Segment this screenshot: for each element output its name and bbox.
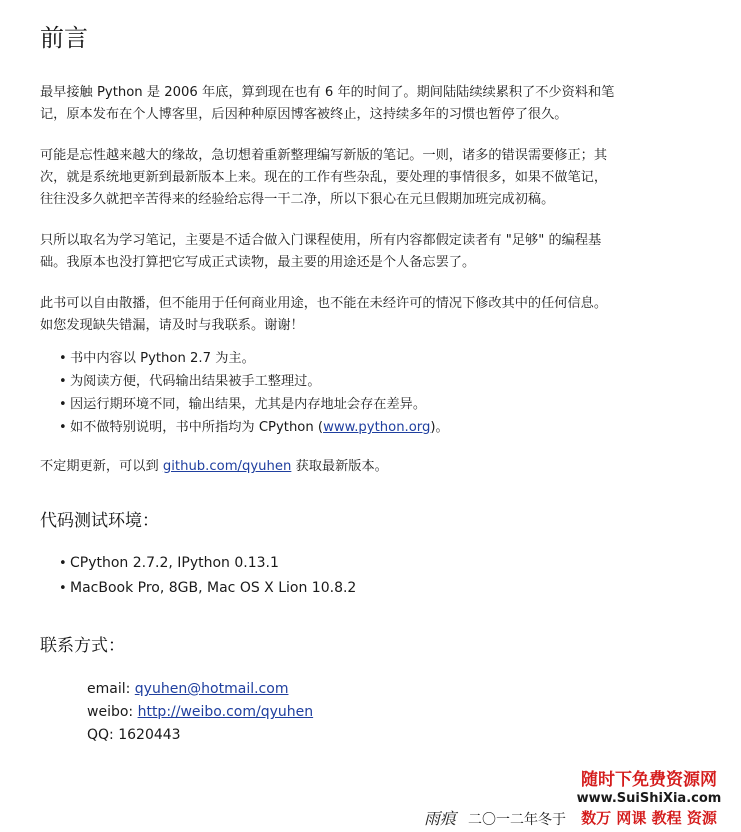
bullet-icon: • xyxy=(59,397,67,412)
list-item xyxy=(40,576,700,601)
contact-weibo-row xyxy=(87,701,700,724)
signature xyxy=(424,806,566,829)
paragraph-3 xyxy=(40,230,700,274)
contact-heading: 联系方式： xyxy=(40,636,125,656)
list-item-text: MacBook Pro, 8GB, Mac OS X Lion 10.8.2 xyxy=(70,580,357,596)
watermark-line: 随时下免费资源网 xyxy=(581,770,717,790)
python-org-link[interactable]: www.python.org xyxy=(323,420,431,435)
bullet-icon: • xyxy=(59,556,67,571)
document-page xyxy=(40,20,700,747)
paragraph-4 xyxy=(40,293,700,337)
list-item-text: 因运行期环境不同，输出结果，尤其是内存地址会存在差异。 xyxy=(70,397,427,412)
watermark-line: 数万 网课 教程 资源 xyxy=(581,809,717,827)
paragraph-line: 此书可以自由散播，但不能用于任何商业用途，也不能在未经许可的情况下修改其中的任何信息。 xyxy=(40,296,608,311)
list-item xyxy=(40,347,700,370)
list-item-text: 书中内容以 Python 2.7 为主。 xyxy=(70,351,255,366)
update-text: 获取最新版本。 xyxy=(291,459,388,474)
qq-label: QQ: xyxy=(87,727,114,743)
list-item-text: )。 xyxy=(430,420,449,435)
paragraph-line: 只所以取名为学习笔记，主要是不适合做入门课程使用，所有内容都假定读者有 "足够" 的编程基 xyxy=(40,233,602,248)
watermark-line: www.SuiShiXia.com xyxy=(576,791,722,806)
contact-email-row xyxy=(87,678,700,701)
email-label: email: xyxy=(87,681,131,697)
bullet-icon: • xyxy=(59,420,67,435)
paragraph-line: 往往没多久就把辛苦得来的经验给忘得一干二净，所以下狠心在元旦假期加班完成初稿。 xyxy=(40,192,555,207)
paragraph-line: 记，原本发布在个人博客里，后因种种原因博客被终止，这持续多年的习惯也暂停了很久。 xyxy=(40,107,568,122)
contact-qq-row xyxy=(87,724,700,747)
signature-name: 雨痕 xyxy=(424,809,457,828)
github-link[interactable]: github.com/qyuhen xyxy=(162,459,292,474)
env-heading: 代码测试环境： xyxy=(40,511,159,531)
bullet-icon: • xyxy=(59,581,67,596)
update-note xyxy=(40,456,700,478)
bullet-icon: • xyxy=(59,351,67,366)
paragraph-2 xyxy=(40,145,700,211)
weibo-label: weibo: xyxy=(87,704,134,720)
list-item xyxy=(40,416,700,439)
list-item xyxy=(40,551,700,576)
list-item-text: 为阅读方便，代码输出结果被手工整理过。 xyxy=(70,374,321,389)
list-item-text: 如不做特别说明，书中所指均为 CPython ( xyxy=(70,420,324,435)
paragraph-line: 础。我原本也没打算把它写成正式读物，最主要的用途还是个人备忘罢了。 xyxy=(40,255,476,270)
paragraph-1 xyxy=(40,82,700,126)
paragraph-line: 最早接触 Python 是 2006 年底，算到现在也有 6 年的时间了。期间陆陆续续累积了不少资料和笔 xyxy=(40,85,615,100)
list-item xyxy=(40,370,700,393)
signature-date: 二〇一二年冬于 xyxy=(468,812,567,828)
watermark-logo xyxy=(565,770,733,828)
list-item-text: CPython 2.7.2, IPython 0.13.1 xyxy=(70,555,279,571)
weibo-link[interactable]: http://weibo.com/qyuhen xyxy=(137,704,314,720)
list-item xyxy=(40,393,700,416)
paragraph-line: 可能是忘性越来越大的缘故，急切想着重新整理编写新版的笔记。一则，诸多的错误需要修正；其 xyxy=(40,148,608,163)
env-list xyxy=(40,551,700,601)
qq-number: 1620443 xyxy=(118,727,181,743)
bullet-icon: • xyxy=(59,374,67,389)
email-link[interactable]: qyuhen@hotmail.com xyxy=(134,681,289,697)
notes-list xyxy=(40,347,700,439)
paragraph-line: 如您发现缺失错漏，请及时与我联系。谢谢！ xyxy=(40,318,304,333)
contact-block xyxy=(87,678,700,747)
paragraph-line: 次，就是系统地更新到最新版本上来。现在的工作有些杂乱，要处理的事情很多，如果不做笔记， xyxy=(40,170,608,185)
page-title: 前言 xyxy=(40,24,88,52)
update-text: 不定期更新，可以到 xyxy=(40,459,163,474)
